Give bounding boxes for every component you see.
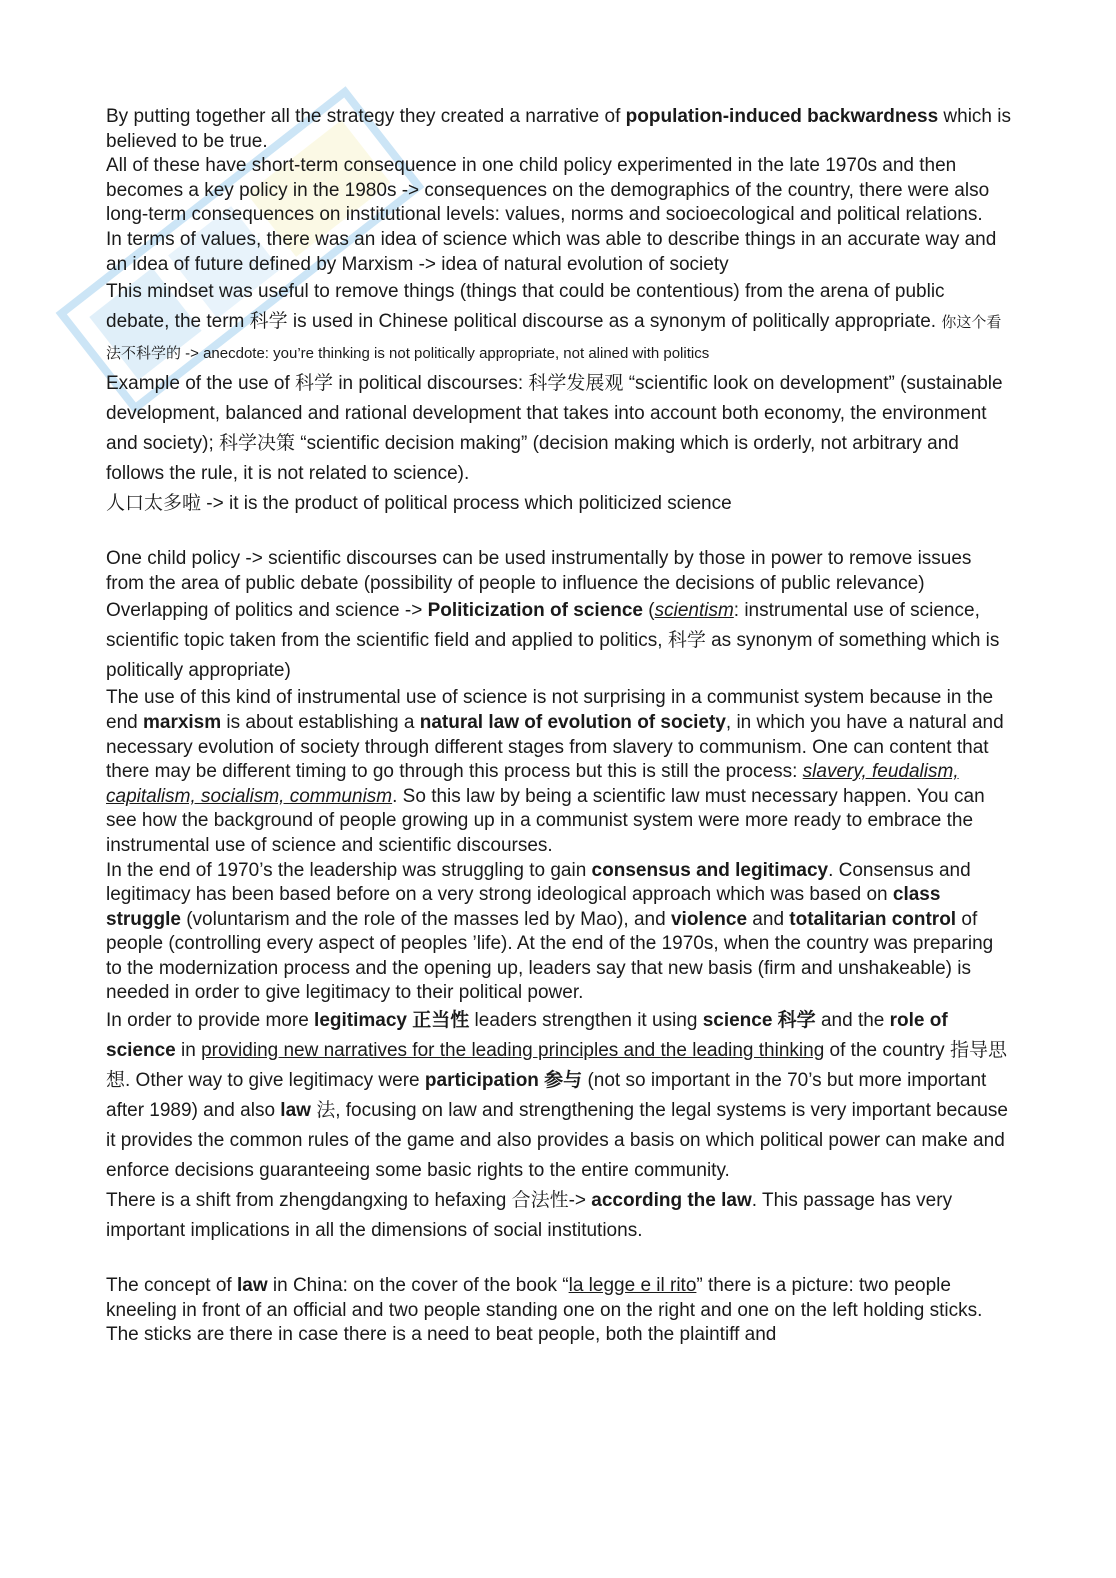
document-body bbox=[106, 105, 1011, 1348]
paragraph-4: This mindset was useful to remove things (things that could be contentious) from the arena of public debate, the term 科学 is used in Chinese political discourse as a synonym of politically appropriate. 你这个看法不科学的 -> anecdote: you’re thinking is not politically appropriate, not alined with politics bbox=[106, 281, 1002, 363]
paragraph-10: In the end of 1970’s the leadership was struggling to gain consensus and legitimacy. Consensus and legitimacy has been based before on a very strong ideological approach which was based on class struggle (voluntarism and the role of the masses led by Mao), and violence and totalitarian control of people (controlling every aspect of peoples ’life). At the end of the 1970s, when the country was preparing to the modernization process and the opening up, leaders say that new basis (firm and unshakeable) is needed in order to give legitimacy to their political power. bbox=[106, 859, 994, 1004]
paragraph-7: One child policy -> scientific discourses can be used instrumentally by those in power to remove issues from the area of public debate (possibility of people to influence the decisions of public relevance) bbox=[106, 548, 972, 594]
paragraph-11: In order to provide more legitimacy 正当性 leaders strengthen it using science 科学 and the role of science in providing new narratives for the leading principles and the leading thinking of the country 指导思想. Other way to give legitimacy were participation 参与 (not so important in the 70’s but more important after 1989) and also law 法, focusing on law and strengthening the legal systems is very important because it provides the common rules of the game and also provides a basis on which political power can make and enforce decisions guaranteeing some basic rights to the entire community. bbox=[106, 1010, 1008, 1182]
paragraph-12: There is a shift from zhengdangxing to hefaxing 合法性-> according the law. This passage has very important implications in all the dimensions of social institutions. bbox=[106, 1190, 953, 1242]
paragraph-gap bbox=[106, 1246, 1011, 1274]
paragraph-9: The use of this kind of instrumental use of science is not surprising in a communist system because in the end marxism is about establishing a natural law of evolution of society, in which you have a natural and necessary evolution of society through different stages from slavery to communism. One can content that there may be different timing to go through this process but this is still the process: slavery, feudalism, capitalism, socialism, communism. So this law by being a scientific law must necessary happen. You can see how the background of people growing up in a communist system were more ready to embrace the instrumental use of science and scientific discourses. bbox=[106, 687, 1004, 856]
paragraph-8: Overlapping of politics and science -> Politicization of science (scientism: instrumental use of science, scientific topic taken from the scientific field and applied to politics, 科学 as synonym of something which is politically appropriate) bbox=[106, 600, 1000, 682]
paragraph-2: All of these have short-term consequence in one child policy experimented in the late 1970s and then becomes a key policy in the 1980s -> consequences on the demographics of the country, there were also long-term consequences on institutional levels: values, norms and socioecological and political relations. bbox=[106, 155, 990, 226]
paragraph-1: By putting together all the strategy they created a narrative of population-induced backwardness which is believed to be true. bbox=[106, 106, 1011, 152]
paragraph-3: In terms of values, there was an idea of science which was able to describe things in an accurate way and an idea of future defined by Marxism -> idea of natural evolution of society bbox=[106, 228, 997, 275]
paragraph-5: Example of the use of 科学 in political discourses: 科学发展观 “scientific look on development” (sustainable development, balanced and rational development that takes into account both economy, the environment and society); 科学决策 “scientific decision making” (decision making which is orderly, not arbitrary and follows the rule, it is not related to science). bbox=[106, 373, 1003, 485]
paragraph-13: The concept of law in China: on the cover of the book “la legge e il rito” there is a picture: two people kneeling in front of an official and two people standing one on the right and one on the left holding sticks. The sticks are there in case there is a need to beat people, both the plaintiff and bbox=[106, 1275, 983, 1346]
paragraph-6: 人口太多啦 -> it is the product of political process which politicized science bbox=[106, 493, 732, 515]
paragraph-gap bbox=[106, 519, 1011, 547]
